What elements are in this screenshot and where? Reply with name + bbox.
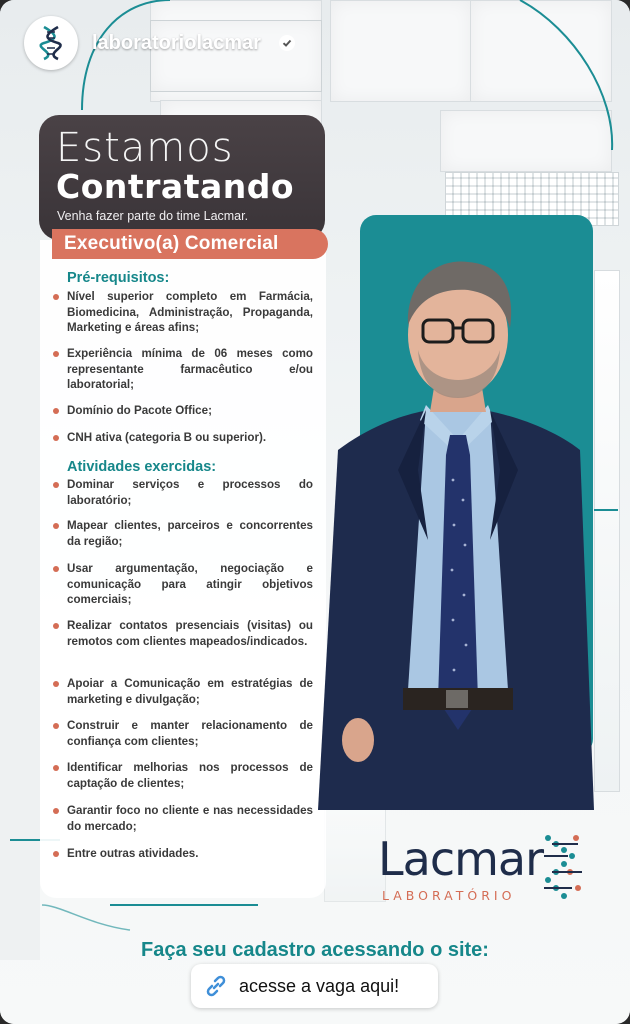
story-header	[24, 16, 295, 70]
requirements-title: Pré-requisitos:	[67, 270, 170, 286]
dna-logo-icon	[538, 832, 586, 902]
bullet	[53, 808, 59, 814]
account-avatar[interactable]	[24, 16, 78, 70]
logo-tagline: LABORATÓRIO	[382, 888, 516, 903]
verified-badge-icon	[279, 35, 295, 51]
heading-line1: Estamos	[56, 125, 234, 171]
bullet	[53, 351, 59, 357]
bullet	[53, 294, 59, 300]
bullet	[53, 723, 59, 729]
call-to-action-text: Faça seu cadastro acessando o site:	[141, 939, 489, 961]
story-frame: laboratoriolacmar Estamos Contratando Venha fazer parte do time Lacmar. Executivo(a) Comercial Pré-requisitos: Nível superior completo em Farmácia, Biomedicina, Administração, Propaganda, Marketing e áreas afins; Experiência mínima de 06 meses como representante farmacêutico e/ou laboratorial; Domínio do Pacote Office; CNH ativa (categoria B ou superior). Atividades exercidas: Dominar serviços e processos do laboratório; Mapear clientes, parceiros e concorrentes da região; Usar argumentação, negociação e comunicação para atingir objetivos comerciais; Realizar contatos presenciais (visitas) ou remotos com clientes mapeados/indicados. Apoiar a Comunicação em estratégias de marketing e divulgação; Construir e manter relacionamento de confiança com clientes; Identificar melhorias nos processos de captação de clientes; Garantir foco no cliente e nas necessidades do mercado; Entre outras atividades. Lacmar LABORATÓRIO Faça seu cadastro acessando o site: acesse a vaga aqui!	[0, 0, 630, 1024]
heading-subtitle: Venha fazer parte do time Lacmar.	[57, 209, 249, 223]
bullet	[53, 435, 59, 441]
heading-line2: Contratando	[56, 167, 295, 206]
lacmar-logo	[378, 832, 544, 903]
bullet	[53, 482, 59, 488]
bullet	[53, 523, 59, 529]
bullet	[53, 681, 59, 687]
link-sticker-label: acesse a vaga aqui!	[239, 975, 400, 996]
account-username[interactable]: laboratoriolacmar	[92, 31, 261, 54]
link-icon	[203, 973, 229, 999]
bullet	[53, 566, 59, 572]
bullet	[53, 851, 59, 857]
link-sticker[interactable]	[191, 964, 438, 1008]
dna-logo-icon	[36, 25, 66, 61]
bullet	[53, 408, 59, 414]
hiring-heading-box	[39, 115, 325, 240]
businessman-photo	[318, 240, 594, 810]
job-title-banner	[52, 229, 328, 259]
bullet	[53, 623, 59, 629]
activities-title: Atividades exercidas:	[67, 459, 217, 475]
job-title: Executivo(a) Comercial	[64, 233, 279, 254]
logo-name: Lacmar	[378, 832, 544, 886]
bullet	[53, 765, 59, 771]
